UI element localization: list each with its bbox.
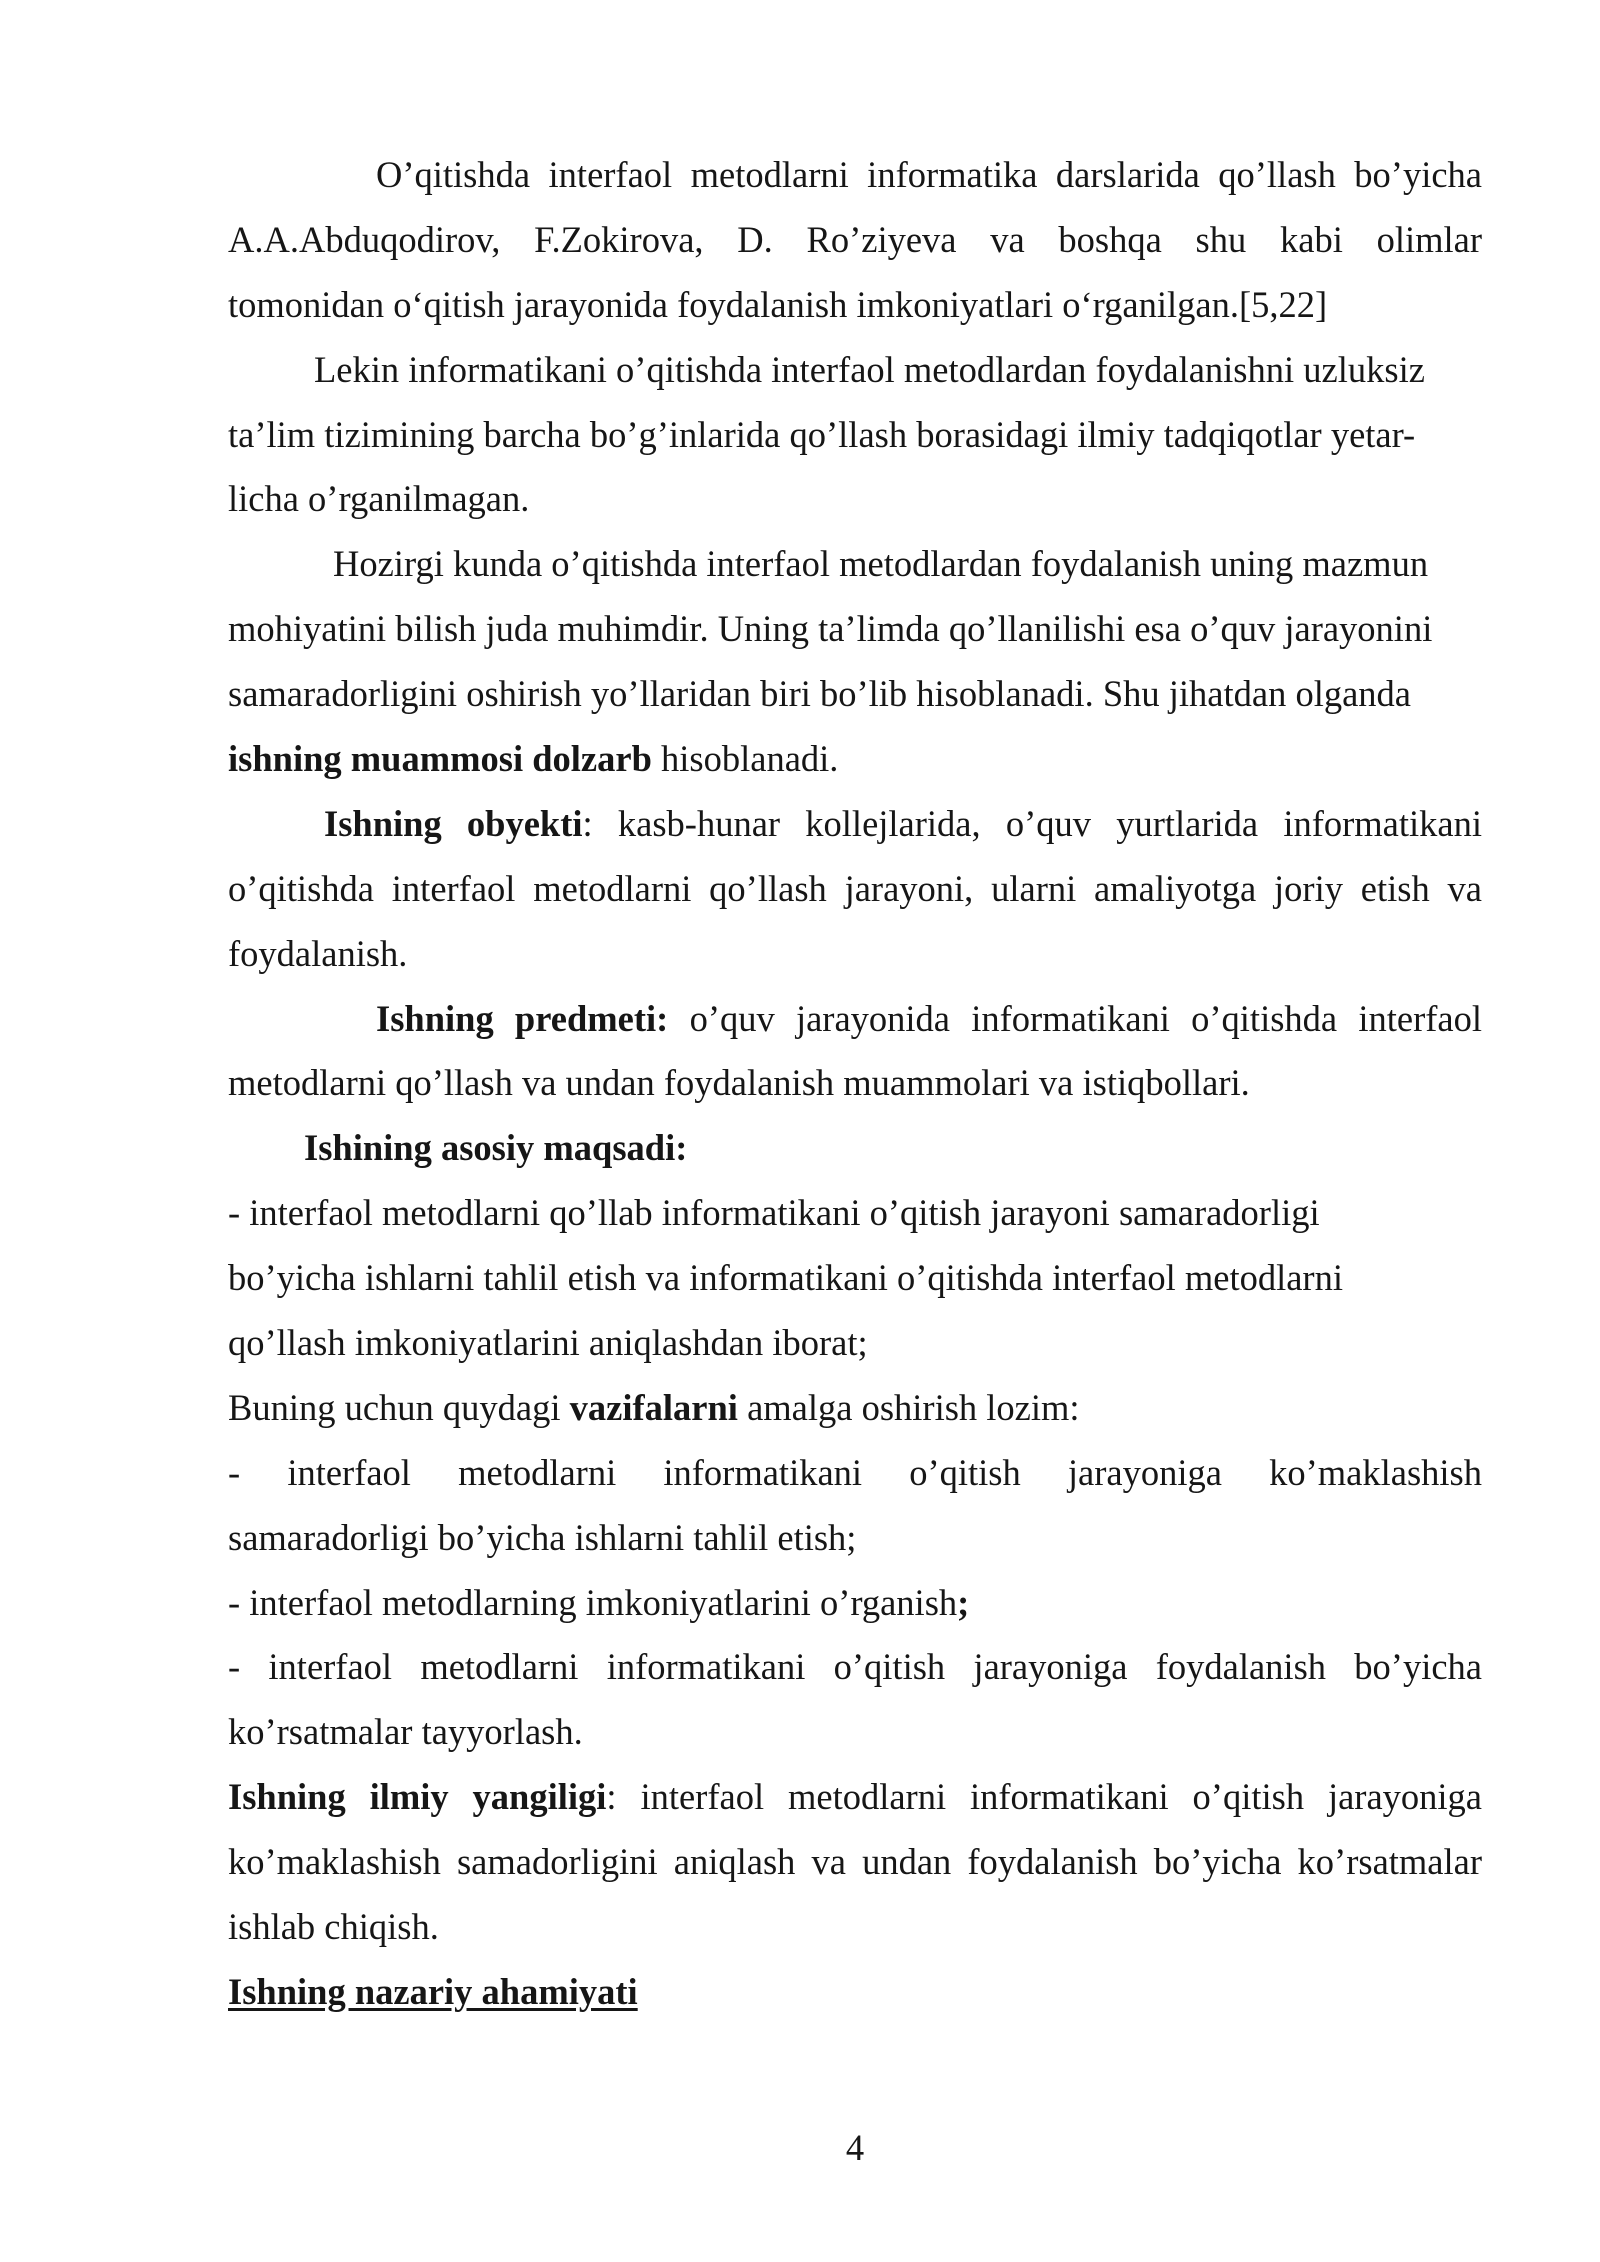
text-segment: : kasb-hunar kollejlarida, o’quv yurtlarida informatikani (582, 802, 1483, 844)
goal-line-3 (228, 1311, 1482, 1376)
paragraph-subject-line-2 (228, 1051, 1482, 1116)
bold-term: Ishining asosiy maqsadi: (304, 1127, 688, 1169)
text-segment: - interfaol metodlarni informatikani o’qitish jarayoniga ko’maklashish (228, 1451, 1482, 1493)
text-segment: o’quv jarayonida informatikani o’qitishda interfaol (668, 997, 1482, 1039)
text-segment: Buning uchun quydagi (228, 1386, 570, 1428)
text-segment: mohiyatini bilish juda muhimdir. Uning ta’limda qo’llanilishi esa o’quv jarayonini (228, 608, 1433, 650)
task-item-3-line-2 (228, 1700, 1482, 1765)
task-item-3-line-1 (228, 1635, 1482, 1700)
text-segment: qo’llash imkoniyatlarini aniqlashdan iborat; (228, 1322, 868, 1364)
bold-term: Ishning ilmiy yangiligi (228, 1776, 607, 1818)
theoretical-significance-heading (228, 1960, 1482, 2025)
goal-heading (228, 1116, 1482, 1181)
text-segment: - interfaol metodlarning imkoniyatlarini o’rganish (228, 1581, 958, 1623)
text-segment: - interfaol metodlarni qo’llab informatikani o’qitish jarayoni samaradorligi (228, 1192, 1320, 1234)
paragraph-relevance-line-3 (228, 662, 1482, 727)
paragraph-research-gap-line-1 (228, 338, 1482, 403)
novelty-line-3 (228, 1895, 1482, 1960)
paragraph-research-gap-line-3 (228, 467, 1482, 532)
section-heading: Ishning nazariy ahamiyati (228, 1970, 638, 2012)
text-segment: ko’rsatmalar tayyorlash. (228, 1711, 583, 1753)
bold-term: ; (957, 1581, 970, 1623)
task-item-1-line-1 (228, 1441, 1482, 1506)
paragraph-relevance-line-2 (228, 597, 1482, 662)
paragraph-intro-line-1 (228, 143, 1482, 208)
page-number: 4 (845, 2127, 865, 2168)
text-segment: samaradorligi bo’yicha ishlarni tahlil etish; (228, 1516, 857, 1558)
text-segment: o’qitishda interfaol metodlarni qo’llash jarayoni, ularni amaliyotga joriy etish va (228, 867, 1482, 909)
text-segment: : interfaol metodlarni informatikani o’qitish jarayoniga (606, 1776, 1482, 1818)
text-segment: ta’lim tizimining barcha bo’g’inlarida qo’llash borasidagi ilmiy tadqiqotlar yetar- (228, 413, 1416, 455)
document-body (228, 143, 1482, 2025)
paragraph-object-line-3 (228, 922, 1482, 987)
task-item-2 (228, 1571, 1482, 1636)
text-segment: A.A.Abduqodirov, F.Zokirova, D. Ro’ziyeva va boshqa shu kabi olimlar (228, 218, 1482, 260)
bold-term: ishning muammosi dolzarb (228, 738, 652, 780)
goal-line-1 (228, 1181, 1482, 1246)
text-segment: samaradorligini oshirish yo’llaridan biri bo’lib hisoblanadi. Shu jihatdan olganda (228, 673, 1411, 715)
text-segment: hisoblanadi. (651, 738, 839, 780)
paragraph-relevance-line-4 (228, 727, 1482, 792)
text-segment: bo’yicha ishlarni tahlil etish va informatikani o’qitishda interfaol metodlarni (228, 1257, 1343, 1299)
text-segment: O’qitishda interfaol metodlarni informatika darslarida qo’llash bo’yicha (376, 154, 1482, 195)
paragraph-object-line-2 (228, 857, 1482, 922)
paragraph-intro-line-3 (228, 273, 1482, 338)
paragraph-subject-line-1 (228, 987, 1482, 1052)
bold-term: vazifalarni (569, 1386, 738, 1428)
bold-term: Ishning predmeti: (376, 997, 669, 1039)
novelty-line-2 (228, 1830, 1482, 1895)
text-segment: - interfaol metodlarni informatikani o’qitish jarayoniga foydalanish bo’yicha (228, 1646, 1482, 1688)
bold-term: Ishning obyekti (324, 802, 583, 844)
text-segment: tomonidan o‘qitish jarayonida foydalanish imkoniyatlari o‘rganilgan.[5,22] (228, 283, 1328, 325)
task-item-1-line-2 (228, 1506, 1482, 1571)
text-segment: Lekin informatikani o’qitishda interfaol metodlardan foydalanishni uzluksiz (314, 348, 1425, 390)
paragraph-research-gap-line-2 (228, 403, 1482, 468)
novelty-line-1 (228, 1765, 1482, 1830)
paragraph-intro-line-2 (228, 208, 1482, 273)
text-segment: amalga oshirish lozim: (737, 1386, 1080, 1428)
text-segment: Hozirgi kunda o’qitishda interfaol metodlardan foydalanish uning mazmun (333, 543, 1429, 585)
paragraph-relevance-line-1 (228, 532, 1482, 597)
text-segment: metodlarni qo’llash va undan foydalanish muammolari va istiqbollari. (228, 1062, 1250, 1104)
paragraph-object-line-1 (228, 792, 1482, 857)
text-segment: licha o’rganilmagan. (228, 478, 530, 520)
text-segment: foydalanish. (228, 932, 408, 974)
text-segment: ishlab chiqish. (228, 1906, 439, 1948)
goal-line-2 (228, 1246, 1482, 1311)
text-segment: ko’maklashish samadorligini aniqlash va undan foydalanish bo’yicha ko’rsatmalar (228, 1841, 1482, 1883)
tasks-intro-line (228, 1376, 1482, 1441)
